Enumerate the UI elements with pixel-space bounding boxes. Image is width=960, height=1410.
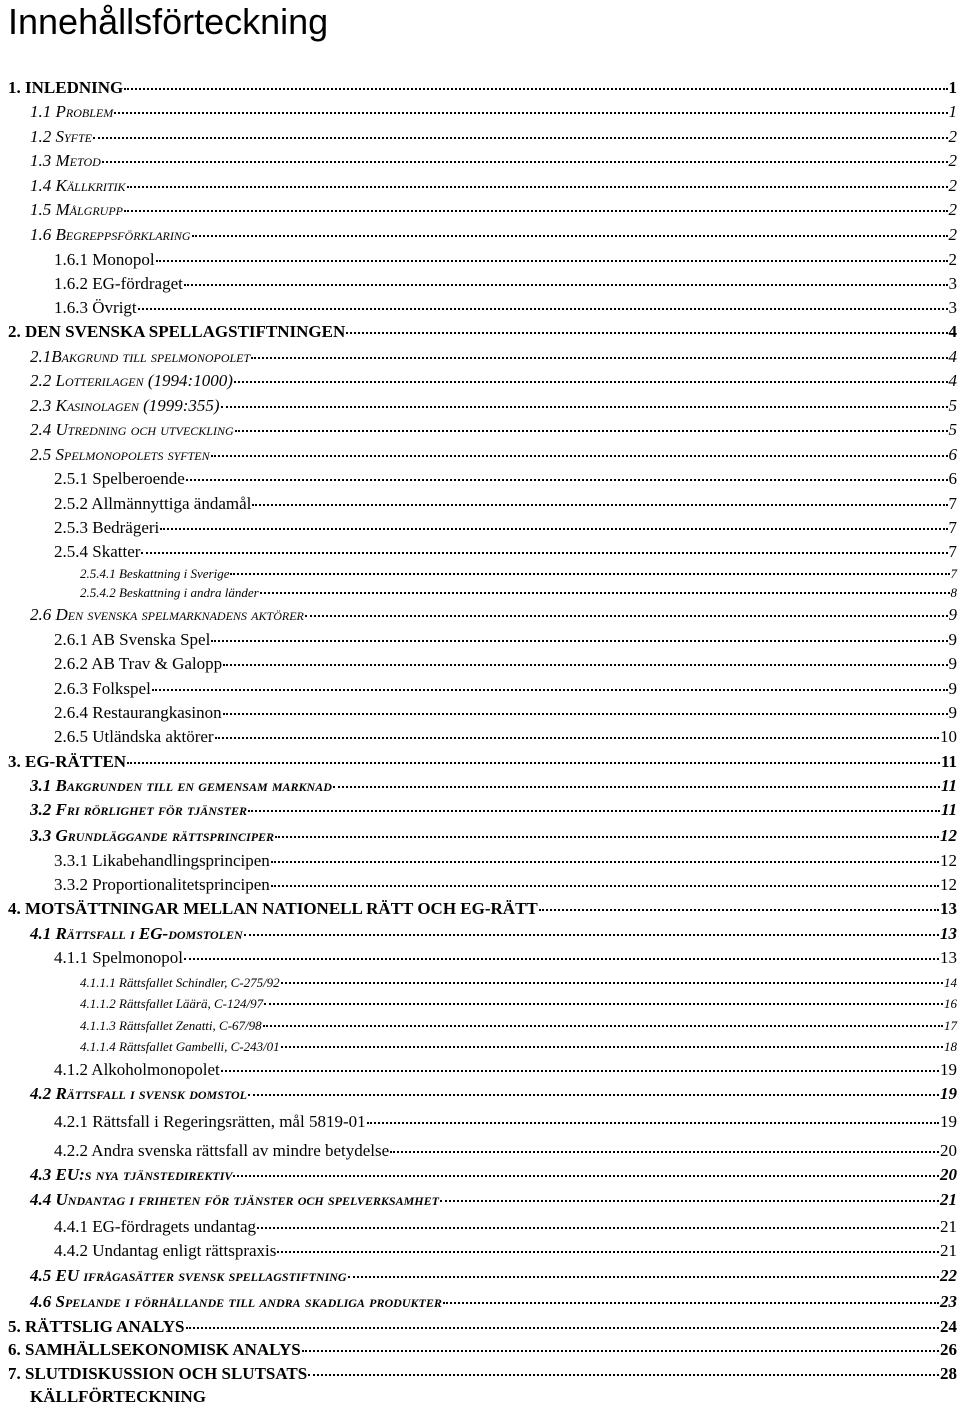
dot-leader xyxy=(443,1302,939,1304)
toc-entry[interactable] xyxy=(54,542,957,562)
toc-entry[interactable] xyxy=(54,654,957,674)
dot-leader xyxy=(93,137,947,139)
toc-entry-page: 2 xyxy=(948,200,957,219)
toc-entry[interactable] xyxy=(30,200,957,220)
dot-leader xyxy=(152,689,948,691)
dot-leader xyxy=(215,737,939,739)
dot-leader xyxy=(230,573,949,575)
toc-entry[interactable] xyxy=(30,225,957,245)
toc-entry[interactable] xyxy=(54,851,957,871)
toc-entry-page: 4 xyxy=(948,371,957,390)
toc-entry[interactable] xyxy=(54,250,957,270)
dot-leader xyxy=(248,810,940,812)
toc-entry-label: 2.6.4 Restaurangkasinon xyxy=(54,703,222,722)
toc-entry-page: 21 xyxy=(940,1217,957,1236)
toc-entry-page: 19 xyxy=(940,1060,957,1079)
toc-entry-label: 3.1 Bakgrunden till en gemensam marknad xyxy=(30,776,332,795)
dot-leader xyxy=(156,260,948,262)
toc-entry-page: 26 xyxy=(940,1340,957,1359)
toc-entry[interactable] xyxy=(30,445,957,465)
toc-entry-page: 22 xyxy=(940,1266,957,1285)
dot-leader xyxy=(221,406,948,408)
dot-leader xyxy=(252,504,947,506)
toc-entry-page: 12 xyxy=(940,851,957,870)
toc-entry-page: 24 xyxy=(940,1317,957,1336)
toc-entry-page: 2 xyxy=(948,176,957,195)
page-title: Innehållsförteckning xyxy=(8,1,329,42)
toc-entry[interactable] xyxy=(30,1165,957,1185)
toc-entry-page: 9 xyxy=(948,605,957,624)
toc-entry-label: 2.6.2 AB Trav & Galopp xyxy=(54,654,223,673)
toc-entry-page: 13 xyxy=(940,948,957,967)
dot-leader xyxy=(348,1276,939,1278)
toc-entry[interactable] xyxy=(30,1266,957,1286)
dot-leader xyxy=(184,958,939,960)
dot-leader xyxy=(141,552,947,554)
toc-entry-page: 20 xyxy=(940,1141,957,1160)
dot-leader xyxy=(160,528,947,530)
footer-heading: KÄLLFÖRTECKNING xyxy=(30,1387,207,1406)
toc-entry[interactable] xyxy=(54,518,957,538)
toc-entry[interactable] xyxy=(54,948,957,968)
toc-entry[interactable] xyxy=(54,630,957,650)
dot-leader xyxy=(127,762,940,764)
toc-entry[interactable] xyxy=(8,1317,957,1337)
toc-entry-label: 4.3 EU:s nya tjänstedirektiv xyxy=(30,1165,233,1184)
toc-entry-page: 10 xyxy=(940,727,957,746)
toc-entry[interactable] xyxy=(30,800,957,820)
toc-entry-label: 2.5.2 Allmännyttiga ändamål xyxy=(54,494,252,513)
toc-entry-page: 12 xyxy=(940,875,957,894)
toc-entry[interactable] xyxy=(80,975,957,991)
toc-entry-page: 9 xyxy=(948,703,957,722)
toc-entry-label: 6. SAMHÄLLSEKONOMISK ANALYS xyxy=(8,1340,301,1359)
toc-entry-label: 2.5.4.2 Beskattning i andra länder xyxy=(80,585,259,600)
dot-leader xyxy=(248,1094,939,1096)
toc-entry-label: 2.6.3 Folkspel xyxy=(54,679,151,698)
toc-entry-label: 1.2 Syfte xyxy=(30,127,93,146)
toc-entry[interactable] xyxy=(30,371,957,391)
dot-leader xyxy=(114,112,947,114)
toc-entry-page: 16 xyxy=(944,996,957,1011)
dot-leader xyxy=(184,284,948,286)
toc-entry[interactable] xyxy=(8,78,957,98)
dot-leader xyxy=(281,1046,943,1048)
dot-leader xyxy=(440,1200,939,1202)
dot-leader xyxy=(281,982,943,984)
toc-entry-label: 2.5.1 Spelberoende xyxy=(54,469,185,488)
toc-entry[interactable] xyxy=(54,1241,957,1261)
toc-entry[interactable] xyxy=(54,469,957,489)
toc-entry-label: 2.5 Spelmonopolets syften xyxy=(30,445,210,464)
toc-entry-page: 12 xyxy=(940,826,957,845)
toc-entry-page: 13 xyxy=(940,924,957,943)
toc-entry[interactable] xyxy=(30,1084,957,1104)
toc-entry[interactable] xyxy=(80,1018,957,1034)
toc-entry[interactable] xyxy=(30,1190,957,1210)
toc-entry-page: 7 xyxy=(948,518,957,537)
toc-entry[interactable] xyxy=(80,566,957,582)
dot-leader xyxy=(539,909,939,911)
toc-entry-page: 4 xyxy=(948,347,957,366)
toc-entry[interactable] xyxy=(54,298,957,318)
toc-entry[interactable] xyxy=(54,703,957,723)
toc-entry[interactable] xyxy=(8,322,957,342)
toc-entry[interactable] xyxy=(54,727,957,747)
dot-leader xyxy=(257,1227,939,1229)
dot-leader xyxy=(124,88,947,90)
toc-entry-page: 18 xyxy=(944,1039,957,1054)
dot-leader xyxy=(186,479,948,481)
toc-entry-page: 23 xyxy=(940,1292,957,1311)
toc-entry-label: 2.2 Lotterilagen (1994:1000) xyxy=(30,371,233,390)
dot-leader xyxy=(211,640,947,642)
toc-entry[interactable] xyxy=(30,127,957,147)
toc-entry-page: 2 xyxy=(948,225,957,244)
toc-entry[interactable] xyxy=(30,605,957,625)
toc-entry-page: 28 xyxy=(940,1364,957,1383)
toc-entry-label: 3. EG-RÄTTEN xyxy=(8,752,127,771)
dot-leader xyxy=(251,357,947,359)
toc-entry-label: 2.3 Kasinolagen (1999:355) xyxy=(30,396,220,415)
toc-entry[interactable] xyxy=(8,899,957,919)
toc-entry[interactable] xyxy=(8,1340,957,1360)
toc-entry[interactable] xyxy=(30,826,957,846)
toc-entry-label: 1.6.3 Övrigt xyxy=(54,298,137,317)
toc-entry-label: 4.1.1.1 Rättsfallet Schindler, C-275/92 xyxy=(80,975,280,990)
toc-entry-label: 3.3 Grundläggande rättsprinciper xyxy=(30,826,275,845)
toc-entry[interactable] xyxy=(30,420,957,440)
dot-leader xyxy=(234,381,948,383)
toc-entry-label: 4.4 Undantag i friheten för tjänster och spelverksamhet xyxy=(30,1190,439,1209)
toc-entry-page: 21 xyxy=(940,1190,957,1209)
toc-entry-label: 1.6 Begreppsförklaring xyxy=(30,225,191,244)
dot-leader xyxy=(390,1151,939,1153)
dot-leader xyxy=(271,885,939,887)
toc-entry-page: 2 xyxy=(948,151,957,170)
dot-leader xyxy=(277,1251,939,1253)
toc-entry-page: 7 xyxy=(948,542,957,561)
toc-entry[interactable] xyxy=(30,1292,957,1312)
toc-entry[interactable] xyxy=(80,996,957,1012)
toc-entry[interactable] xyxy=(30,396,957,416)
toc-entry[interactable] xyxy=(54,1141,957,1161)
toc-entry-label: 4.4.2 Undantag enligt rättspraxis xyxy=(54,1241,277,1260)
toc-entry-label: 3.3.1 Likabehandlingsprincipen xyxy=(54,851,270,870)
toc-entry[interactable] xyxy=(80,1039,957,1055)
toc-entry-page: 2 xyxy=(948,250,957,269)
toc-entry[interactable] xyxy=(54,494,957,514)
dot-leader xyxy=(223,664,947,666)
toc-entry-page: 20 xyxy=(940,1165,957,1184)
toc-entry-page: 19 xyxy=(940,1112,957,1131)
toc-entry[interactable] xyxy=(30,176,957,196)
dot-leader xyxy=(102,161,948,163)
toc-entry-page: 17 xyxy=(944,1018,957,1033)
toc-entry-page: 8 xyxy=(950,585,957,600)
toc-entry-page: 4 xyxy=(948,322,957,341)
dot-leader xyxy=(192,235,948,237)
dot-leader xyxy=(308,1374,939,1376)
toc-entry-label: 5. RÄTTSLIG ANALYS xyxy=(8,1317,185,1336)
dot-leader xyxy=(186,1327,939,1329)
toc-entry[interactable] xyxy=(8,752,957,772)
toc-entry-label: 4.1 Rättsfall i EG-domstolen xyxy=(30,924,243,943)
toc-entry-label: 4.4.1 EG-fördragets undantag xyxy=(54,1217,257,1236)
dot-leader xyxy=(367,1122,939,1124)
toc-entry[interactable] xyxy=(80,585,957,601)
toc-entry[interactable] xyxy=(54,1060,957,1080)
toc-entry[interactable] xyxy=(54,875,957,895)
toc-entry[interactable] xyxy=(54,679,957,699)
toc-entry-label: 1.1 Problem xyxy=(30,102,114,121)
toc-entry-label: 1.3 Metod xyxy=(30,151,101,170)
toc-entry-page: 9 xyxy=(948,654,957,673)
dot-leader xyxy=(263,1025,943,1027)
toc-entry-page: 6 xyxy=(948,469,957,488)
toc-entry-page: 11 xyxy=(940,800,957,819)
toc-entry-page: 21 xyxy=(940,1241,957,1260)
toc-entry-page: 5 xyxy=(948,396,957,415)
toc-entry-label: 2.5.4 Skatter xyxy=(54,542,141,561)
toc-entry[interactable] xyxy=(30,102,957,122)
toc-entry-label: 4.1.1.2 Rättsfallet Läärä, C-124/97 xyxy=(80,996,264,1011)
toc-entry-label: 2.5.4.1 Beskattning i Sverige xyxy=(80,566,230,581)
toc-entry-label: 7. SLUTDISKUSSION OCH SLUTSATS xyxy=(8,1364,308,1383)
dot-leader xyxy=(260,592,950,594)
toc-entry-label: 4.5 EU ifrågasätter svensk spellagstiftning xyxy=(30,1266,347,1285)
toc-entry-label: 4.1.2 Alkoholmonopolet xyxy=(54,1060,220,1079)
toc-entry-label: 2.6.1 AB Svenska Spel xyxy=(54,630,211,649)
dot-leader xyxy=(235,430,948,432)
toc-entry-page: 1 xyxy=(948,102,957,121)
toc-entry-label: 1.5 Målgrupp xyxy=(30,200,123,219)
toc-entry[interactable] xyxy=(54,1112,957,1132)
toc-entry-page: 5 xyxy=(948,420,957,439)
toc-entry[interactable] xyxy=(30,924,957,944)
toc-entry-label: 2.4 Utredning och utveckling xyxy=(30,420,234,439)
dot-leader xyxy=(138,308,948,310)
toc-entry-label: 4.1.1 Spelmonopol xyxy=(54,948,183,967)
toc-entry-label: 4. MOTSÄTTNINGAR MELLAN NATIONELL RÄTT OCH EG-RÄTT xyxy=(8,899,538,918)
toc-entry[interactable] xyxy=(54,1217,957,1237)
toc-entry-page: 7 xyxy=(948,494,957,513)
toc-entry-page: 13 xyxy=(940,899,957,918)
toc-entry-page: 2 xyxy=(948,127,957,146)
toc-entry-label: 1.6.1 Monopol xyxy=(54,250,155,269)
toc-entry-page: 9 xyxy=(948,679,957,698)
toc-entry-label: 2.6.5 Utländska aktörer xyxy=(54,727,214,746)
toc-entry-label: 2. DEN SVENSKA SPELLAGSTIFTNINGEN xyxy=(8,322,346,341)
toc-entry-page: 6 xyxy=(948,445,957,464)
toc-entry-page: 11 xyxy=(940,752,957,771)
toc-entry[interactable] xyxy=(30,776,957,796)
toc-entry-label: 2.1Bakgrund till spelmonopolet xyxy=(30,347,251,366)
toc-entry-page: 11 xyxy=(940,776,957,795)
toc-entry-label: 3.2 Fri rörlighet för tjänster xyxy=(30,800,247,819)
dot-leader xyxy=(244,934,939,936)
toc-entry-label: 4.1.1.3 Rättsfallet Zenatti, C-67/98 xyxy=(80,1018,262,1033)
toc-entry-label: 2.5.3 Bedrägeri xyxy=(54,518,160,537)
toc-entry-label: 4.6 Spelande i förhållande till andra skadliga produkter xyxy=(30,1292,442,1311)
toc-entry-page: 14 xyxy=(944,975,957,990)
toc-entry-label: 1.4 Källkritik xyxy=(30,176,126,195)
dot-leader xyxy=(333,786,940,788)
dot-leader xyxy=(275,836,939,838)
toc-entry-page: 9 xyxy=(948,630,957,649)
toc-entry-page: 3 xyxy=(948,274,957,293)
toc-entry-label: 1. INLEDNING xyxy=(8,78,124,97)
toc-entry[interactable] xyxy=(54,274,957,294)
toc-entry[interactable] xyxy=(30,151,957,171)
dot-leader xyxy=(271,861,939,863)
toc-entry-label: 4.2.2 Andra svenska rättsfall av mindre betydelse xyxy=(54,1141,390,1160)
dot-leader xyxy=(223,713,948,715)
toc-entry-label: 1.6.2 EG-fördraget xyxy=(54,274,183,293)
toc-entry-label: 4.1.1.4 Rättsfallet Gambelli, C-243/01 xyxy=(80,1039,280,1054)
dot-leader xyxy=(127,186,948,188)
toc-entry-page: 1 xyxy=(948,78,957,97)
dot-leader xyxy=(346,332,947,334)
dot-leader xyxy=(211,455,948,457)
dot-leader xyxy=(264,1003,943,1005)
dot-leader xyxy=(305,615,948,617)
dot-leader xyxy=(221,1070,939,1072)
toc-entry-page: 3 xyxy=(948,298,957,317)
toc-entry-label: 3.3.2 Proportionalitetsprincipen xyxy=(54,875,270,894)
toc-entry-page: 7 xyxy=(950,566,957,581)
toc-entry[interactable] xyxy=(30,347,957,367)
dot-leader xyxy=(124,210,948,212)
toc-entry-page: 19 xyxy=(940,1084,957,1103)
dot-leader xyxy=(302,1350,939,1352)
dot-leader xyxy=(233,1175,939,1177)
toc-entry-label: 2.6 Den svenska spelmarknadens aktörer xyxy=(30,605,304,624)
toc-entry-label: 4.2.1 Rättsfall i Regeringsrätten, mål 5819-01 xyxy=(54,1112,366,1131)
toc-entry-label: 4.2 Rättsfall i svensk domstol xyxy=(30,1084,247,1103)
toc-entry[interactable] xyxy=(8,1364,957,1384)
